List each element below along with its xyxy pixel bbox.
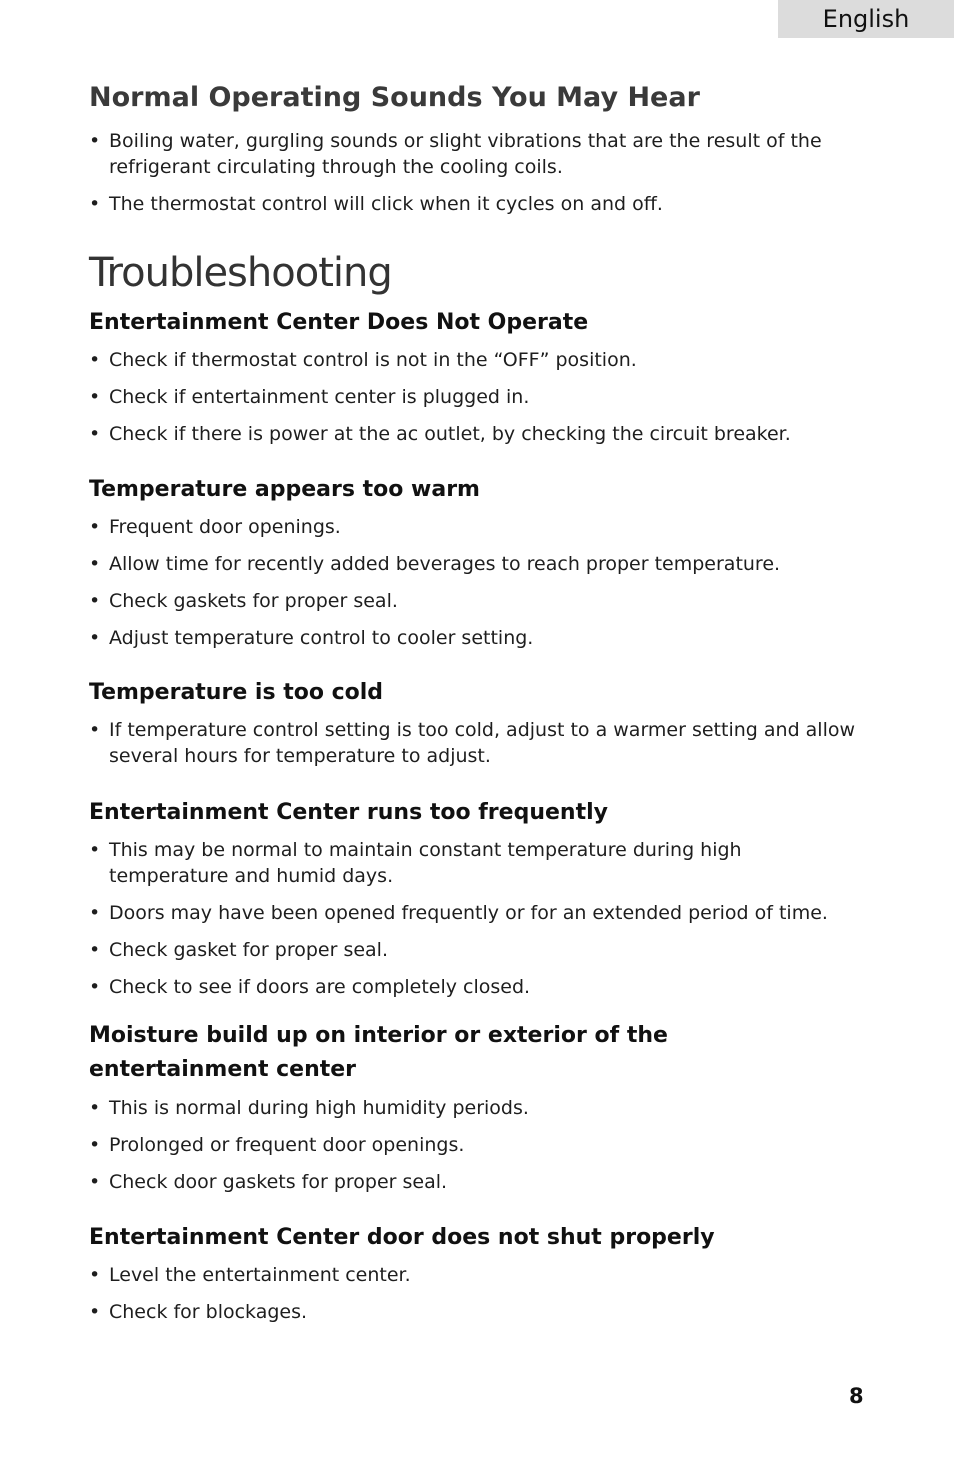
section-heading-too-warm: Temperature appears too warm — [89, 477, 480, 502]
list-item: • Allow time for recently added beverages to reach proper temperature. — [89, 551, 859, 577]
normal-sounds-list — [89, 128, 859, 228]
heading-line: entertainment center — [89, 1057, 357, 1082]
list-item: • Level the entertainment center. — [89, 1262, 859, 1288]
list-item: • If temperature control setting is too cold, adjust to a warmer setting and allow several hours for temperature to adjust. — [89, 717, 859, 769]
section-heading-door: Entertainment Center door does not shut properly — [89, 1225, 715, 1250]
section-list-not-operate — [89, 347, 859, 458]
list-item: • Check for blockages. — [89, 1299, 859, 1325]
section-heading-not-operate: Entertainment Center Does Not Operate — [89, 310, 589, 335]
section-heading-moisture — [89, 1019, 668, 1087]
section-heading-too-cold: Temperature is too cold — [89, 680, 384, 705]
list-item: • Check gaskets for proper seal. — [89, 588, 859, 614]
list-item: • Check to see if doors are completely closed. — [89, 974, 859, 1000]
list-item: • Boiling water, gurgling sounds or slight vibrations that are the result of the refrigerant circulating through the cooling coils. — [89, 128, 859, 180]
list-item: • Check if entertainment center is plugged in. — [89, 384, 859, 410]
list-item: • Doors may have been opened frequently or for an extended period of time. — [89, 900, 859, 926]
list-item: • Check gasket for proper seal. — [89, 937, 859, 963]
section-list-runs-frequently — [89, 837, 859, 1011]
list-item: • Check if there is power at the ac outlet, by checking the circuit breaker. — [89, 421, 859, 447]
list-item: • The thermostat control will click when it cycles on and off. — [89, 191, 859, 217]
normal-sounds-heading: Normal Operating Sounds You May Hear — [89, 82, 700, 113]
list-item: • Check if thermostat control is not in the “OFF” position. — [89, 347, 859, 373]
section-heading-runs-frequently: Entertainment Center runs too frequently — [89, 800, 608, 825]
heading-line: Moisture build up on interior or exterior of the — [89, 1023, 668, 1048]
section-list-door — [89, 1262, 859, 1336]
page-title: Troubleshooting — [89, 250, 392, 296]
list-item: • Prolonged or frequent door openings. — [89, 1132, 859, 1158]
page-number: 8 — [849, 1384, 864, 1408]
list-item: • Adjust temperature control to cooler setting. — [89, 625, 859, 651]
language-tab: English — [778, 0, 954, 38]
list-item: • This may be normal to maintain constant temperature during high temperature and humid days. — [89, 837, 859, 889]
list-item: • This is normal during high humidity periods. — [89, 1095, 859, 1121]
section-list-too-warm — [89, 514, 859, 662]
list-item: • Frequent door openings. — [89, 514, 859, 540]
section-list-moisture — [89, 1095, 859, 1206]
list-item: • Check door gaskets for proper seal. — [89, 1169, 859, 1195]
section-list-too-cold — [89, 717, 859, 780]
